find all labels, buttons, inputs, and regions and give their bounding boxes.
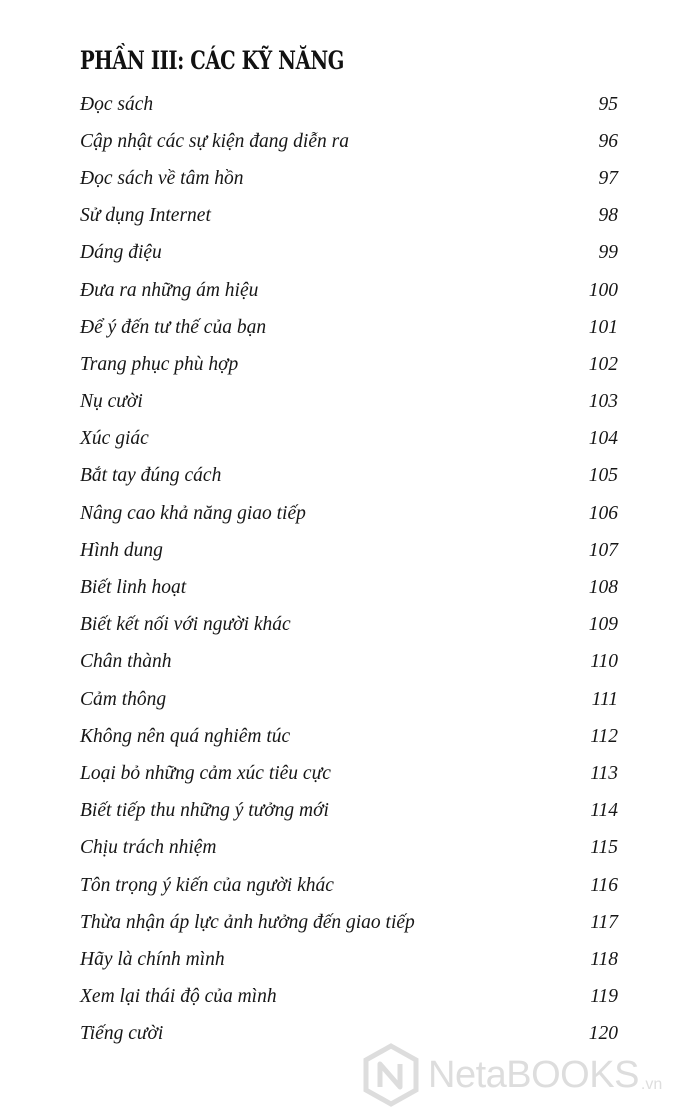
toc-entry-title: Sử dụng Internet	[80, 205, 211, 227]
toc-entry-title: Xem lại thái độ của mình	[80, 986, 277, 1008]
toc-entry	[78, 569, 618, 606]
toc-entry-page: 100	[588, 279, 618, 301]
toc-entry-title: Biết kết nối với người khác	[80, 614, 291, 636]
toc-entry-page: 119	[590, 986, 618, 1008]
toc-entry-title: Hình dung	[80, 539, 163, 561]
toc-entry-page: 95	[598, 93, 618, 115]
toc-entry-page: 116	[590, 874, 618, 896]
toc-entry	[78, 309, 618, 346]
toc-entry-title: Loại bỏ những cảm xúc tiêu cực	[80, 762, 331, 784]
toc-entry-title: Cảm thông	[80, 688, 167, 710]
toc-entry	[78, 793, 618, 830]
toc-entry-page: 118	[590, 948, 618, 970]
toc-entry	[78, 495, 618, 532]
toc-entry	[78, 198, 618, 235]
toc-entry	[78, 904, 618, 941]
toc-entry-title: Cập nhật các sự kiện đang diễn ra	[80, 130, 349, 152]
toc-entry	[78, 235, 618, 272]
toc-entry-title: Nụ cười	[80, 391, 143, 413]
toc-entry-page: 112	[590, 725, 618, 747]
toc-entry	[78, 644, 618, 681]
toc-entry-title: Biết tiếp thu những ý tưởng mới	[80, 800, 329, 822]
toc-entry	[78, 458, 618, 495]
toc-entry-title: Đọc sách	[80, 93, 154, 115]
table-of-contents	[78, 86, 618, 1053]
toc-entry	[78, 979, 618, 1016]
watermark-suffix: .vn	[640, 1076, 663, 1093]
toc-entry-page: 120	[588, 1023, 618, 1045]
toc-entry-page: 109	[588, 614, 618, 636]
toc-entry-title: Biết linh hoạt	[80, 577, 187, 599]
toc-entry-title: Thừa nhận áp lực ảnh hưởng đến giao tiếp	[80, 911, 415, 933]
toc-entry	[78, 867, 618, 904]
toc-entry	[78, 123, 618, 160]
toc-entry-title: Tôn trọng ý kiến của người khác	[80, 874, 334, 896]
toc-entry-page: 117	[590, 911, 618, 933]
watermark-brand: NetaBOOKS	[428, 1054, 639, 1096]
toc-entry-title: Để ý đến tư thế của bạn	[80, 316, 267, 338]
toc-entry-page: 107	[588, 539, 618, 561]
toc-entry-page: 106	[588, 502, 618, 524]
toc-entry-page: 110	[590, 651, 618, 673]
toc-entry-page: 103	[588, 391, 618, 413]
toc-entry-page: 115	[590, 837, 618, 859]
toc-entry	[78, 346, 618, 383]
toc-entry-page: 104	[588, 428, 618, 450]
toc-entry-page: 101	[588, 316, 618, 338]
toc-entry-page: 113	[590, 762, 618, 784]
netabooks-watermark	[362, 1040, 692, 1110]
toc-entry	[78, 718, 618, 755]
toc-entry-page: 108	[588, 577, 618, 599]
toc-entry-title: Không nên quá nghiêm túc	[80, 725, 291, 747]
toc-entry-title: Trang phục phù hợp	[80, 353, 239, 375]
toc-entry	[78, 421, 618, 458]
toc-entry	[78, 755, 618, 792]
toc-entry-page: 96	[598, 130, 618, 152]
toc-entry-title: Đọc sách về tâm hồn	[80, 167, 244, 189]
toc-entry	[78, 86, 618, 123]
toc-entry-title: Hãy là chính mình	[80, 948, 225, 970]
toc-entry-title: Xúc giác	[80, 428, 149, 450]
toc-entry-page: 98	[598, 205, 618, 227]
toc-entry	[78, 532, 618, 569]
toc-entry-title: Chịu trách nhiệm	[80, 837, 217, 859]
toc-entry	[78, 384, 618, 421]
netabooks-logo-icon	[362, 1043, 420, 1107]
toc-entry	[78, 160, 618, 197]
toc-entry-title: Nâng cao khả năng giao tiếp	[80, 502, 306, 524]
toc-entry-title: Dáng điệu	[80, 242, 162, 264]
toc-entry-title: Bắt tay đúng cách	[80, 465, 222, 487]
toc-entry	[78, 607, 618, 644]
toc-entry-title: Đưa ra những ám hiệu	[80, 279, 259, 301]
toc-entry-page: 102	[588, 353, 618, 375]
toc-entry-page: 114	[590, 800, 618, 822]
toc-entry	[78, 941, 618, 978]
toc-entry-page: 99	[598, 242, 618, 264]
toc-entry-page: 105	[588, 465, 618, 487]
toc-entry	[78, 830, 618, 867]
toc-entry	[78, 681, 618, 718]
toc-entry-title: Tiếng cười	[80, 1023, 164, 1045]
toc-entry	[78, 272, 618, 309]
toc-entry-title: Chân thành	[80, 651, 172, 673]
toc-entry-page: 111	[591, 688, 618, 710]
toc-entry-page: 97	[598, 167, 618, 189]
section-title: PHẦN III: CÁC KỸ NĂNG	[80, 46, 345, 75]
